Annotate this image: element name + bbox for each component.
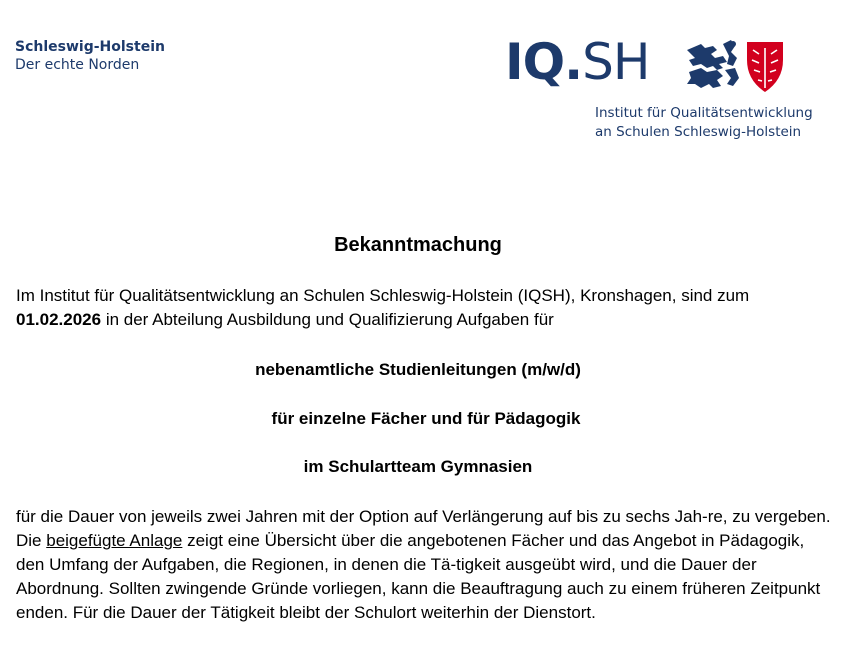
body-paragraph: [16, 505, 836, 625]
subjects-line: für einzelne Fächer und für Pädagogik: [271, 409, 581, 428]
body-text-1: für die Dauer von jeweils zwei Jahren mit der Option auf Verlängerung auf bis zu sechs Jah-re, zu vergeben. Die: [16, 507, 831, 550]
iqsh-logo: [505, 34, 835, 144]
iqsh-subtitle: [595, 104, 813, 142]
iqsh-subtitle-line-1: Institut für Qualitätsentwicklung: [595, 105, 813, 121]
body-text-2: zeigt eine Übersicht über die angebotenen Fächer und das Angebot in Pädagogik, den Umfang der Aufgaben, die Regionen, in denen die Tä-tigkeit ausgeübt wird, und die Dauer der Abordnung. Sollten zwingende Gründe vorliegen, kann die Beauftragung auch zu einem früheren Zeitpunkt enden. Für die Dauer der Tätigkeit bleibt der Schulort weiterhin der Dienstort.: [16, 531, 821, 622]
intro-date: 01.02.2026: [16, 310, 102, 329]
intro-text-1: Im Institut für Qualitätsentwicklung an Schulen Schleswig-Holstein (IQSH), Kronshagen, sind zum: [16, 286, 750, 305]
iqsh-wordmark-bold: IQ.: [505, 33, 583, 91]
iqsh-subtitle-line-2: an Schulen Schleswig-Holstein: [595, 124, 802, 140]
schleswig-holstein-logo: [15, 38, 165, 74]
logo-line-1: Schleswig-Holstein: [15, 39, 165, 55]
iqsh-wordmark-regular: SH: [582, 33, 650, 91]
intro-paragraph: [16, 284, 831, 332]
position-title: nebenamtliche Studienleitungen (m/w/d): [255, 360, 581, 379]
intro-text-2: in der Abteilung Ausbildung und Qualifizierung Aufgaben für: [101, 310, 554, 329]
team-line: im Schulartteam Gymnasien: [303, 457, 533, 476]
iqsh-wordmark: [505, 34, 649, 90]
logo-line-2: Der echte Norden: [15, 57, 140, 73]
attachment-link[interactable]: beigefügte Anlage: [46, 531, 183, 550]
document-title: Bekanntmachung: [334, 234, 502, 256]
lions-and-nettle-leaf-crest-icon: [683, 38, 789, 94]
